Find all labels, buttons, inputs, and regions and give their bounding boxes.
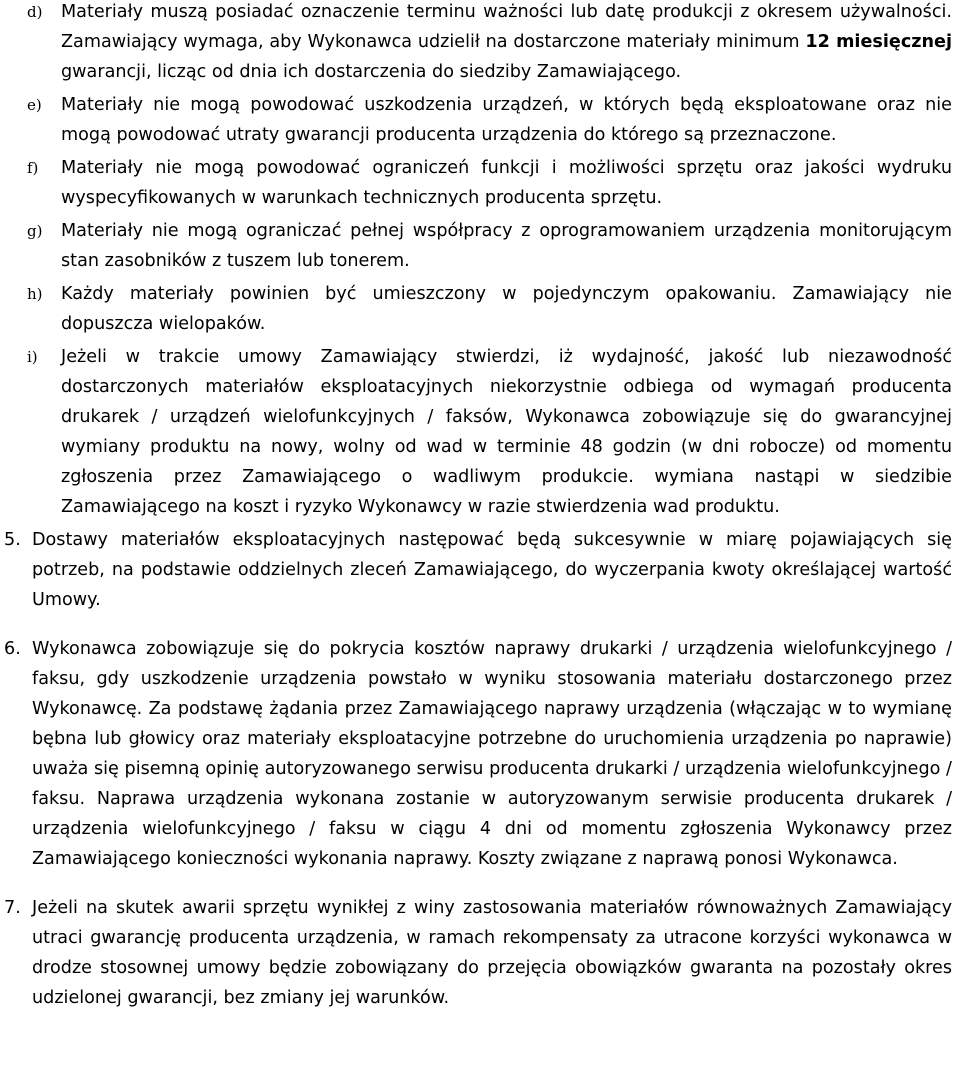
- list-item-7: [0, 893, 952, 1013]
- list-item-text: Materiały nie mogą powodować uszkodzenia urządzeń, w których będą eksploatowane oraz nie mogą powodować utraty gwarancji producenta urządzenia do którego są przeznaczone.: [61, 95, 952, 145]
- text-segment: gwarancji, licząc od dnia ich dostarczenia do siedziby Zamawiającego.: [61, 62, 682, 82]
- list-item-d: [0, 0, 952, 87]
- list-item-text: Każdy materiały powinien być umieszczony w pojedynczym opakowaniu. Zamawiający nie dopuszcza wielopaków.: [61, 284, 952, 334]
- list-marker: h): [27, 285, 43, 303]
- list-item-h: [0, 279, 952, 339]
- list-item-text: [61, 0, 952, 87]
- list-item-text: Materiały nie mogą powodować ograniczeń funkcji i możliwości sprzętu oraz jakości wydruku wyspecyfikowanych w warunkach technicznych producenta sprzętu.: [61, 158, 952, 208]
- main-item-list: [0, 525, 952, 1013]
- list-item-text: Jeżeli w trakcie umowy Zamawiający stwierdzi, iż wydajność, jakość lub niezawodność dostarczonych materiałów eksploatacyjnych niekorzystnie odbiega od wymagań producenta drukarek / urządzeń wielofunkcyjnych / faksów, Wykonawca zobowiązuje się do gwarancyjnej wymiany produktu na nowy, wolny od wad w terminie 48 godzin (w dni robocze) od momentu zgłoszenia przez Zamawiającego o wadliwym produkcie. wymiana nastąpi w siedzibie Zamawiającego na koszt i ryzyko Wykonawcy w razie stwierdzenia wad produktu.: [61, 347, 952, 517]
- list-marker: d): [27, 3, 43, 21]
- list-marker: e): [27, 96, 42, 114]
- list-marker: g): [27, 222, 43, 240]
- list-marker: 5.: [4, 530, 21, 550]
- text-segment: Materiały muszą posiadać oznaczenie terminu ważności lub datę produkcji z okresem używalności. Zamawiający wymaga, aby Wykonawca udzielił na dostarczone materiały minimum: [61, 2, 952, 52]
- sub-item-list: [0, 0, 952, 522]
- list-item-text: Materiały nie mogą ograniczać pełnej współpracy z oprogramowaniem urządzenia monitorującym stan zasobników z tuszem lub tonerem.: [61, 221, 952, 271]
- list-item-text: Dostawy materiałów eksploatacyjnych następować będą sukcesywnie w miarę pojawiających się potrzeb, na podstawie oddzielnych zleceń Zamawiającego, do wyczerpania kwoty określającej wartość Umowy.: [32, 530, 952, 610]
- list-item-text: Jeżeli na skutek awarii sprzętu wynikłej z winy zastosowania materiałów równoważnych Zamawiający utraci gwarancję producenta urządzenia, w ramach rekompensaty za utracone korzyści wykonawca w drodze stosownej umowy będzie zobowiązany do przejęcia obowiązków gwaranta na pozostały okres udzielonej gwarancji, bez zmiany jej warunków.: [32, 898, 952, 1008]
- list-item-g: [0, 216, 952, 276]
- list-item-f: [0, 153, 952, 213]
- list-marker: f): [27, 159, 39, 177]
- list-marker: 6.: [4, 639, 21, 659]
- list-item-e: [0, 90, 952, 150]
- list-marker: 7.: [4, 898, 21, 918]
- list-item-text: Wykonawca zobowiązuje się do pokrycia kosztów naprawy drukarki / urządzenia wielofunkcyjnego / faksu, gdy uszkodzenie urządzenia powstało w wyniku stosowania materiału dostarczonego przez Wykonawcę. Za podstawę żądania przez Zamawiającego naprawy urządzenia (włączając w to wymianę bębna lub głowicy oraz materiały eksploatacyjne potrzebne do uruchomienia urządzenia po naprawie) uważa się pisemną opinię autoryzowanego serwisu producenta drukarki / urządzenia wielofunkcyjnego / faksu. Naprawa urządzenia wykonana zostanie w autoryzowanym serwisie producenta drukarek / urządzenia wielofunkcyjnego / faksu w ciągu 4 dni od momentu zgłoszenia Wykonawcy przez Zamawiającego konieczności wykonania naprawy. Koszty związane z naprawą ponosi Wykonawca.: [32, 639, 952, 869]
- list-item-5: [0, 525, 952, 615]
- warranty-period-bold: 12 miesięcznej: [805, 32, 952, 52]
- list-marker: i): [27, 348, 38, 366]
- list-item-6: [0, 634, 952, 874]
- list-item-i: [0, 342, 952, 522]
